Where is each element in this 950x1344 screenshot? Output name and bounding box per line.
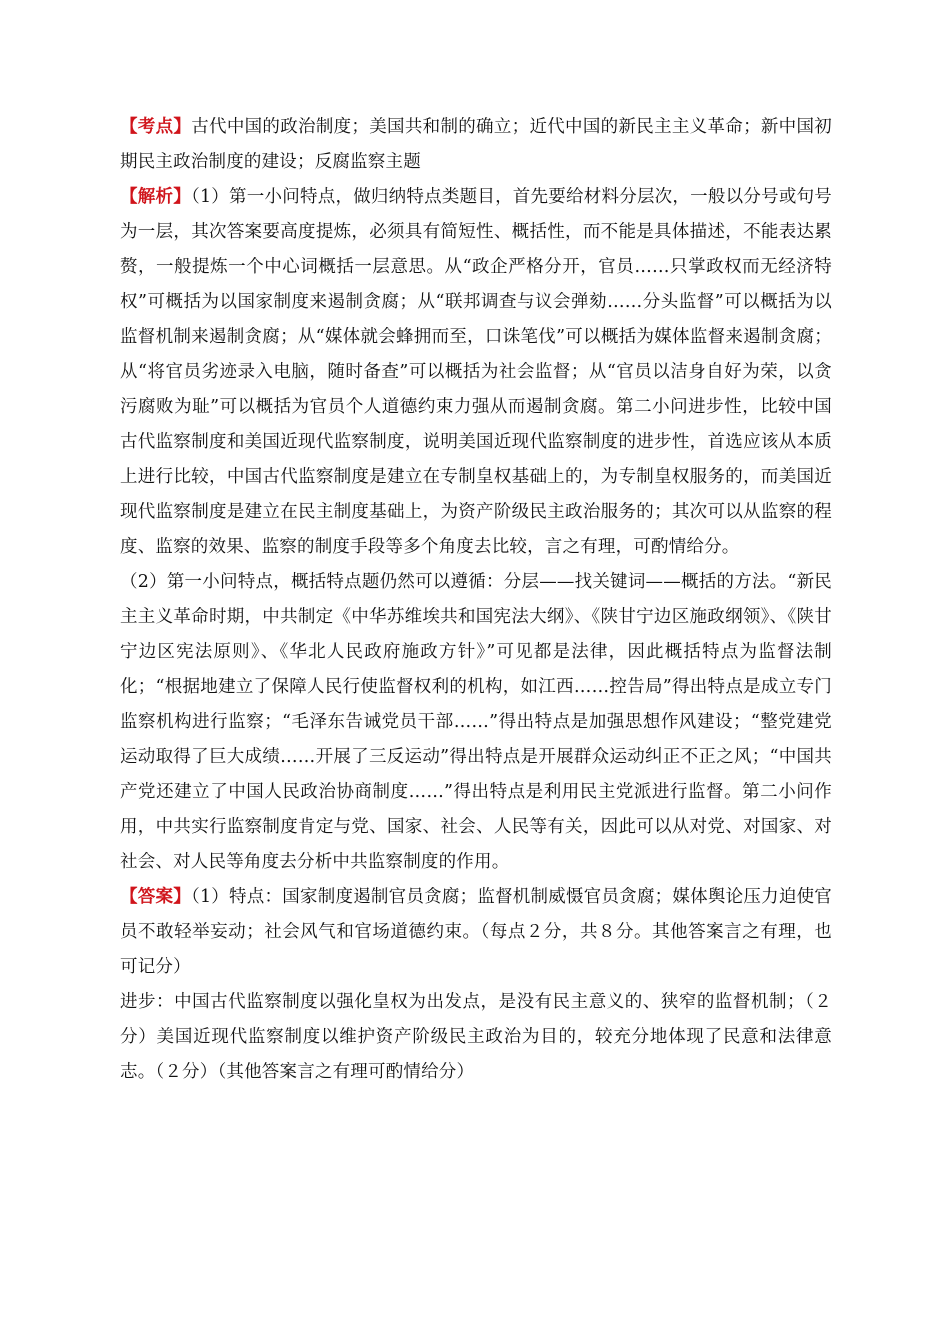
jiexi-paragraph-1 (120, 180, 832, 565)
kaodian-paragraph (120, 110, 832, 180)
daan-tag: 【答案】 (120, 887, 191, 907)
jiexi-text-1: （1）第一小问特点，做归纳特点类题目，首先要给材料分层次，一般以分号或句号为一层，其次答案要高度提炼，必须具有简短性、概括性，而不能是具体描述，不能表达累赘，一般提炼一个中心词概括一层意思。从“政企严格分开，官员……只掌政权而无经济特权”可概括为以国家制度来遏制贪腐；从“联邦调查与议会弹劾……分头监督”可以概括为以监督机制来遏制贪腐；从“媒体就会蜂拥而至，口诛笔伐”可以概括为媒体监督来遏制贪腐；从“将官员劣迹录入电脑，随时备查”可以概括为社会监督；从“官员以洁身自好为荣，以贪污腐败为耻”可以概括为官员个人道德约束力强从而遏制贪腐。第二小问进步性，比较中国古代监察制度和美国近现代监察制度，说明美国近现代监察制度的进步性，首选应该从本质上进行比较，中国古代监察制度是建立在专制皇权基础上的，为专制皇权服务的，而美国近现代监察制度是建立在民主制度基础上，为资产阶级民主政治服务的；其次可以从监察的程度、监察的效果、监察的制度手段等多个角度去比较，言之有理，可酌情给分。 (120, 187, 832, 557)
answer-explanation-content (120, 110, 832, 1090)
kaodian-text: 古代中国的政治制度；美国共和制的确立；近代中国的新民主主义革命；新中国初期民主政治制度的建设；反腐监察主题 (120, 117, 832, 172)
daan-text-2: 进步：中国古代监察制度以强化皇权为出发点，是没有民主意义的、狭窄的监督机制；（２分）美国近现代监察制度以维护资产阶级民主政治为目的，较充分地体现了民意和法律意志。（２分）（其他答案言之有理可酌情给分） (120, 992, 832, 1082)
jiexi-paragraph-2 (120, 565, 832, 880)
daan-paragraph-2 (120, 985, 832, 1090)
daan-paragraph-1 (120, 880, 832, 985)
daan-text-1: （1）特点：国家制度遏制官员贪腐；监督机制威慑官员贪腐；媒体舆论压力迫使官员不敢轻举妄动；社会风气和官场道德约束。（每点２分，共８分。其他答案言之有理，也可记分） (120, 887, 832, 977)
kaodian-tag: 【考点】 (120, 117, 192, 137)
jiexi-text-2: （2）第一小问特点，概括特点题仍然可以遵循：分层——找关键词——概括的方法。“新民主主义革命时期，中共制定《中华苏维埃共和国宪法大纲》、《陕甘宁边区施政纲领》、《陕甘宁边区宪法原则》、《华北人民政府施政方针》”可见都是法律，因此概括特点为监督法制化；“根据地建立了保障人民行使监督权利的机构，如江西……控告局”得出特点是成立专门监察机构进行监察；“毛泽东告诫党员干部……”得出特点是加强思想作风建设；“整党建党运动取得了巨大成绩……开展了三反运动”得出特点是开展群众运动纠正不正之风；“中国共产党还建立了中国人民政治协商制度……”得出特点是利用民主党派进行监督。第二小问作用，中共实行监察制度肯定与党、国家、社会、人民等有关，因此可以从对党、对国家、对社会、对人民等角度去分析中共监察制度的作用。 (120, 572, 832, 872)
jiexi-tag: 【解析】 (120, 187, 191, 207)
